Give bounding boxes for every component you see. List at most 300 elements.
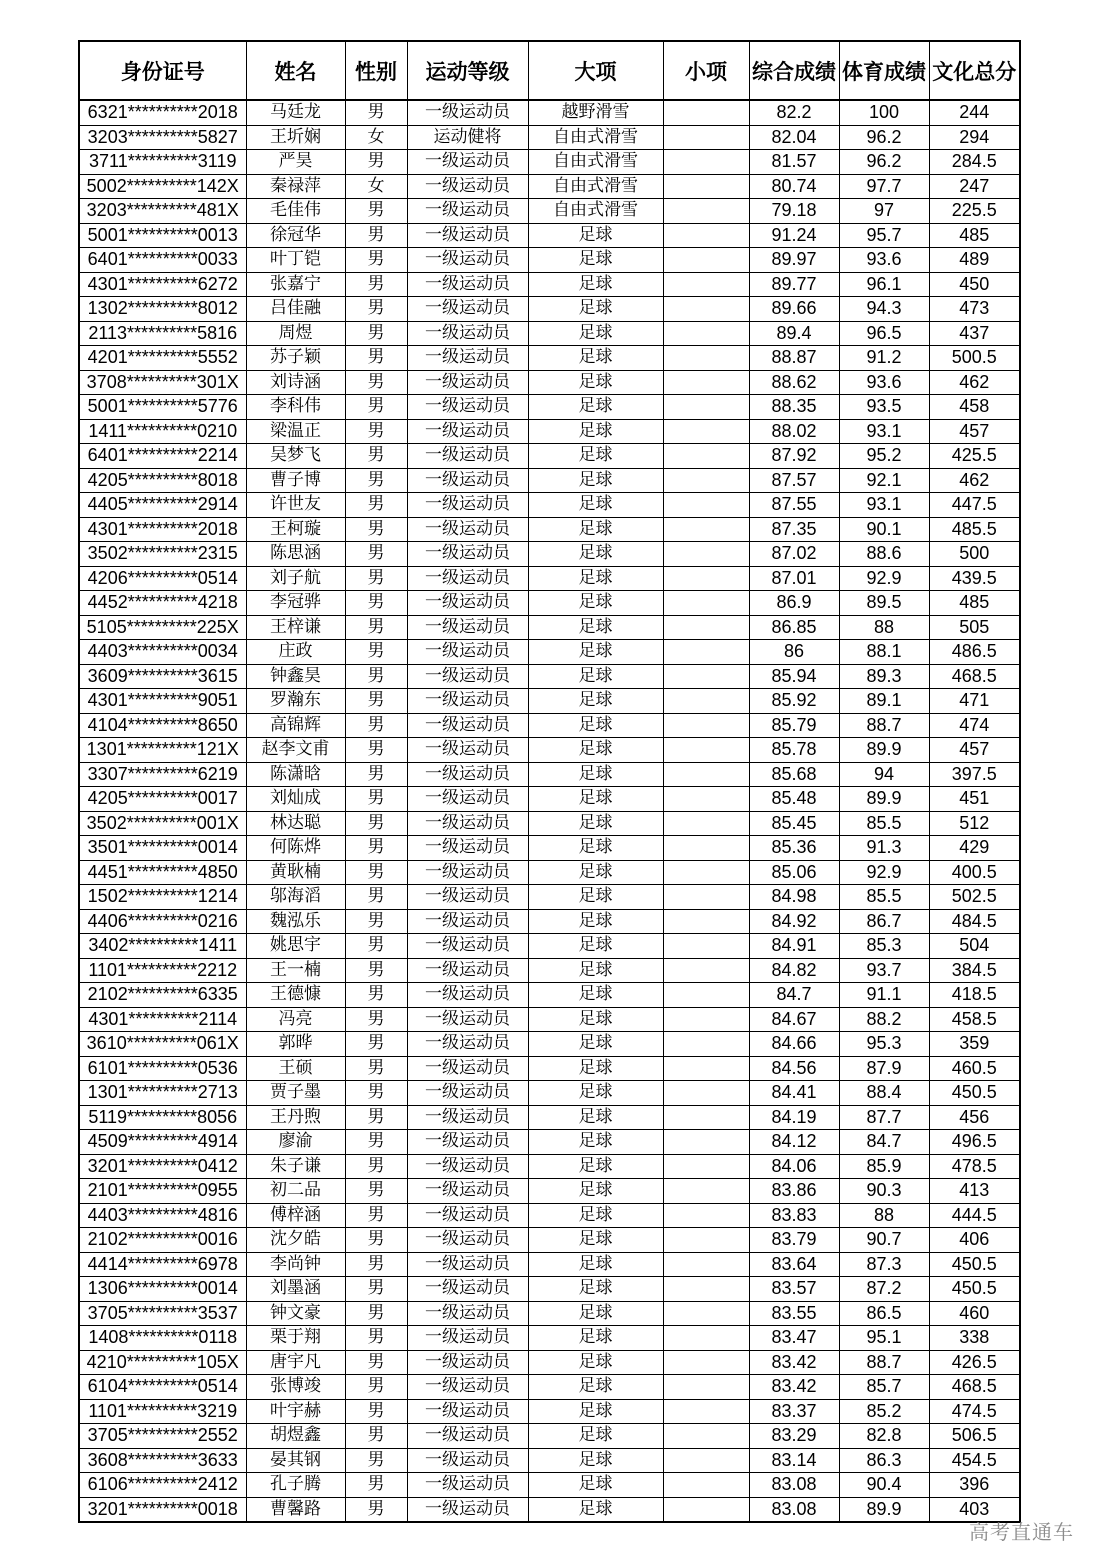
table-row (79, 346, 1020, 371)
table-row (79, 1179, 1020, 1204)
watermark-text: 高考直通车 (969, 1520, 1074, 1544)
sport-level-cell: 一级运动员 (407, 223, 528, 248)
table-row (79, 885, 1020, 910)
sport-score-cell: 87.7 (839, 1105, 929, 1130)
gender-cell: 男 (345, 787, 407, 812)
sub-event-cell (663, 885, 749, 910)
composite-score-cell: 89.4 (749, 321, 839, 346)
culture-total-cell: 506.5 (929, 1424, 1020, 1449)
sport-score-cell: 85.5 (839, 811, 929, 836)
sub-event-cell (663, 836, 749, 861)
id-number-cell: 3402**********1411 (79, 934, 246, 959)
culture-total-cell: 247 (929, 174, 1020, 199)
sport-level-cell: 运动健将 (407, 125, 528, 150)
sport-score-cell: 88.7 (839, 1350, 929, 1375)
id-number-cell: 4301**********2018 (79, 517, 246, 542)
sub-event-cell (663, 1154, 749, 1179)
sub-event-cell (663, 1203, 749, 1228)
sport-level-cell: 一级运动员 (407, 762, 528, 787)
culture-total-cell: 429 (929, 836, 1020, 861)
sport-score-cell: 85.3 (839, 934, 929, 959)
culture-total-cell: 484.5 (929, 909, 1020, 934)
culture-total-cell: 384.5 (929, 958, 1020, 983)
id-number-cell: 1301**********121X (79, 738, 246, 763)
sport-level-cell: 一级运动员 (407, 517, 528, 542)
gender-cell: 男 (345, 297, 407, 322)
name-cell: 王柯璇 (246, 517, 345, 542)
id-number-cell: 2102**********0016 (79, 1228, 246, 1253)
sub-event-cell (663, 1375, 749, 1400)
composite-score-cell: 85.48 (749, 787, 839, 812)
sport-level-cell: 一级运动员 (407, 1130, 528, 1155)
name-cell: 刘墨涵 (246, 1277, 345, 1302)
culture-total-cell: 225.5 (929, 199, 1020, 224)
table-row (79, 125, 1020, 150)
major-event-cell: 足球 (528, 346, 663, 371)
id-number-cell: 3502**********2315 (79, 542, 246, 567)
sub-event-cell (663, 1179, 749, 1204)
gender-cell: 男 (345, 150, 407, 175)
sport-level-cell: 一级运动员 (407, 640, 528, 665)
table-row (79, 1154, 1020, 1179)
gender-cell: 男 (345, 983, 407, 1008)
sub-event-cell (663, 419, 749, 444)
table-row (79, 958, 1020, 983)
id-number-cell: 2101**********0955 (79, 1179, 246, 1204)
major-event-cell: 足球 (528, 1497, 663, 1522)
id-number-cell: 6104**********0514 (79, 1375, 246, 1400)
name-cell: 钟文豪 (246, 1301, 345, 1326)
major-event-cell: 足球 (528, 1056, 663, 1081)
culture-total-cell: 338 (929, 1326, 1020, 1351)
table-row (79, 174, 1020, 199)
culture-total-cell: 418.5 (929, 983, 1020, 1008)
table-row (79, 1301, 1020, 1326)
gender-cell: 男 (345, 419, 407, 444)
sport-level-cell: 一级运动员 (407, 1179, 528, 1204)
sub-event-cell (663, 1081, 749, 1106)
composite-score-cell: 91.24 (749, 223, 839, 248)
sport-level-cell: 一级运动员 (407, 836, 528, 861)
sport-score-cell: 93.6 (839, 248, 929, 273)
major-event-cell: 足球 (528, 958, 663, 983)
gender-cell: 男 (345, 395, 407, 420)
sport-level-cell: 一级运动员 (407, 199, 528, 224)
sport-level-cell: 一级运动员 (407, 1007, 528, 1032)
culture-total-cell: 437 (929, 321, 1020, 346)
id-number-cell: 3203**********481X (79, 199, 246, 224)
composite-score-cell: 88.02 (749, 419, 839, 444)
gender-cell: 男 (345, 1032, 407, 1057)
sub-event-cell (663, 1448, 749, 1473)
sport-level-cell: 一级运动员 (407, 1350, 528, 1375)
sport-score-cell: 96.5 (839, 321, 929, 346)
gender-cell: 男 (345, 860, 407, 885)
gender-cell: 男 (345, 738, 407, 763)
table-row (79, 640, 1020, 665)
major-event-cell: 足球 (528, 640, 663, 665)
sport-level-cell: 一级运动员 (407, 958, 528, 983)
culture-total-cell: 489 (929, 248, 1020, 273)
id-number-cell: 4405**********2914 (79, 493, 246, 518)
id-number-cell: 4451**********4850 (79, 860, 246, 885)
culture-total-cell: 425.5 (929, 444, 1020, 469)
composite-score-cell: 84.19 (749, 1105, 839, 1130)
name-cell: 王丹煦 (246, 1105, 345, 1130)
sport-level-cell: 一级运动员 (407, 248, 528, 273)
table-row (79, 934, 1020, 959)
table-row (79, 811, 1020, 836)
sport-level-cell: 一级运动员 (407, 370, 528, 395)
gender-cell: 男 (345, 321, 407, 346)
gender-cell: 男 (345, 493, 407, 518)
major-event-cell: 越野滑雪 (528, 100, 663, 125)
name-cell: 钟鑫昊 (246, 664, 345, 689)
name-cell: 许世友 (246, 493, 345, 518)
culture-total-cell: 450.5 (929, 1277, 1020, 1302)
name-cell: 吴梦飞 (246, 444, 345, 469)
name-cell: 叶丁铠 (246, 248, 345, 273)
major-event-cell: 足球 (528, 689, 663, 714)
sub-event-cell (663, 860, 749, 885)
culture-total-cell: 474.5 (929, 1399, 1020, 1424)
id-number-cell: 3502**********001X (79, 811, 246, 836)
sport-score-cell: 91.2 (839, 346, 929, 371)
sport-score-cell: 97.7 (839, 174, 929, 199)
composite-score-cell: 88.35 (749, 395, 839, 420)
id-number-cell: 4205**********8018 (79, 468, 246, 493)
name-cell: 冯亮 (246, 1007, 345, 1032)
table-row (79, 860, 1020, 885)
gender-cell: 男 (345, 542, 407, 567)
header-row (79, 41, 1020, 100)
sub-event-cell (663, 150, 749, 175)
sport-level-cell: 一级运动员 (407, 444, 528, 469)
sport-score-cell: 89.1 (839, 689, 929, 714)
gender-cell: 男 (345, 1350, 407, 1375)
composite-score-cell: 83.55 (749, 1301, 839, 1326)
name-cell: 刘子航 (246, 566, 345, 591)
culture-total-cell: 512 (929, 811, 1020, 836)
sport-score-cell: 90.1 (839, 517, 929, 542)
culture-total-cell: 244 (929, 100, 1020, 125)
table-row (79, 1032, 1020, 1057)
culture-total-cell: 471 (929, 689, 1020, 714)
sport-score-cell: 88.7 (839, 713, 929, 738)
sport-level-cell: 一级运动员 (407, 1277, 528, 1302)
sport-level-cell: 一级运动员 (407, 689, 528, 714)
culture-total-cell: 294 (929, 125, 1020, 150)
major-event-cell: 自由式滑雪 (528, 199, 663, 224)
composite-score-cell: 89.97 (749, 248, 839, 273)
results-table (78, 40, 1021, 1523)
sport-score-cell: 89.9 (839, 738, 929, 763)
sport-score-cell: 93.1 (839, 493, 929, 518)
table-row (79, 395, 1020, 420)
sport-score-cell: 93.7 (839, 958, 929, 983)
sport-score-cell: 89.9 (839, 787, 929, 812)
composite-score-cell: 85.78 (749, 738, 839, 763)
id-number-cell: 4403**********4816 (79, 1203, 246, 1228)
sub-event-cell (663, 346, 749, 371)
id-number-cell: 4406**********0216 (79, 909, 246, 934)
sport-level-cell: 一级运动员 (407, 811, 528, 836)
id-number-cell: 3609**********3615 (79, 664, 246, 689)
culture-total-cell: 462 (929, 370, 1020, 395)
composite-score-cell: 83.08 (749, 1473, 839, 1498)
id-number-cell: 4205**********0017 (79, 787, 246, 812)
name-cell: 马廷龙 (246, 100, 345, 125)
name-cell: 严昊 (246, 150, 345, 175)
gender-cell: 男 (345, 615, 407, 640)
composite-score-cell: 81.57 (749, 150, 839, 175)
major-event-cell: 足球 (528, 1105, 663, 1130)
major-event-cell: 足球 (528, 738, 663, 763)
table-row (79, 1252, 1020, 1277)
id-number-cell: 2113**********5816 (79, 321, 246, 346)
sport-level-cell: 一级运动员 (407, 419, 528, 444)
gender-cell: 男 (345, 1252, 407, 1277)
id-number-cell: 4452**********4218 (79, 591, 246, 616)
sub-event-cell (663, 934, 749, 959)
sport-score-cell: 96.2 (839, 150, 929, 175)
sub-event-cell (663, 689, 749, 714)
culture-total-cell: 485 (929, 223, 1020, 248)
major-event-cell: 足球 (528, 836, 663, 861)
gender-cell: 男 (345, 1228, 407, 1253)
table-row (79, 1228, 1020, 1253)
composite-score-cell: 84.82 (749, 958, 839, 983)
composite-score-cell: 87.92 (749, 444, 839, 469)
sport-score-cell: 95.7 (839, 223, 929, 248)
name-cell: 何陈烨 (246, 836, 345, 861)
culture-total-cell: 485 (929, 591, 1020, 616)
composite-score-cell: 88.62 (749, 370, 839, 395)
gender-cell: 男 (345, 370, 407, 395)
sport-score-cell: 87.2 (839, 1277, 929, 1302)
id-number-cell: 3501**********0014 (79, 836, 246, 861)
table-row (79, 493, 1020, 518)
culture-total-cell: 284.5 (929, 150, 1020, 175)
culture-total-cell: 439.5 (929, 566, 1020, 591)
name-cell: 朱子谦 (246, 1154, 345, 1179)
gender-cell: 男 (345, 1301, 407, 1326)
sport-level-cell: 一级运动员 (407, 664, 528, 689)
culture-total-cell: 460.5 (929, 1056, 1020, 1081)
culture-total-cell: 450.5 (929, 1252, 1020, 1277)
id-number-cell: 4206**********0514 (79, 566, 246, 591)
major-event-cell: 足球 (528, 1032, 663, 1057)
sub-event-cell (663, 1326, 749, 1351)
gender-cell: 男 (345, 566, 407, 591)
composite-score-cell: 85.06 (749, 860, 839, 885)
name-cell: 陈潇晗 (246, 762, 345, 787)
composite-score-cell: 84.66 (749, 1032, 839, 1057)
major-event-cell: 足球 (528, 1277, 663, 1302)
name-cell: 郭晔 (246, 1032, 345, 1057)
sub-event-cell (663, 468, 749, 493)
name-cell: 初二品 (246, 1179, 345, 1204)
composite-score-cell: 83.14 (749, 1448, 839, 1473)
gender-cell: 男 (345, 346, 407, 371)
col-culture-total-header: 文化总分 (929, 41, 1020, 100)
name-cell: 王一楠 (246, 958, 345, 983)
sport-level-cell: 一级运动员 (407, 934, 528, 959)
sub-event-cell (663, 713, 749, 738)
name-cell: 曹子博 (246, 468, 345, 493)
composite-score-cell: 87.55 (749, 493, 839, 518)
id-number-cell: 3705**********3537 (79, 1301, 246, 1326)
culture-total-cell: 400.5 (929, 860, 1020, 885)
major-event-cell: 足球 (528, 762, 663, 787)
name-cell: 徐冠华 (246, 223, 345, 248)
sport-score-cell: 89.3 (839, 664, 929, 689)
id-number-cell: 4104**********8650 (79, 713, 246, 738)
sport-score-cell: 97 (839, 199, 929, 224)
sport-level-cell: 一级运动员 (407, 1448, 528, 1473)
gender-cell: 男 (345, 272, 407, 297)
gender-cell: 男 (345, 1056, 407, 1081)
sport-level-cell: 一级运动员 (407, 468, 528, 493)
table-row (79, 1497, 1020, 1522)
sport-level-cell: 一级运动员 (407, 1424, 528, 1449)
major-event-cell: 足球 (528, 468, 663, 493)
sport-level-cell: 一级运动员 (407, 909, 528, 934)
sport-score-cell: 88.1 (839, 640, 929, 665)
table-row (79, 444, 1020, 469)
major-event-cell: 足球 (528, 1203, 663, 1228)
composite-score-cell: 84.12 (749, 1130, 839, 1155)
culture-total-cell: 485.5 (929, 517, 1020, 542)
culture-total-cell: 478.5 (929, 1154, 1020, 1179)
culture-total-cell: 473 (929, 297, 1020, 322)
composite-score-cell: 89.77 (749, 272, 839, 297)
gender-cell: 男 (345, 1154, 407, 1179)
major-event-cell: 足球 (528, 321, 663, 346)
major-event-cell: 足球 (528, 517, 663, 542)
id-number-cell: 1502**********1214 (79, 885, 246, 910)
sport-score-cell: 89.9 (839, 1497, 929, 1522)
major-event-cell: 足球 (528, 1130, 663, 1155)
major-event-cell: 足球 (528, 615, 663, 640)
culture-total-cell: 450.5 (929, 1081, 1020, 1106)
major-event-cell: 足球 (528, 787, 663, 812)
sub-event-cell (663, 1032, 749, 1057)
sport-score-cell: 96.2 (839, 125, 929, 150)
sport-score-cell: 88 (839, 1203, 929, 1228)
table-row (79, 100, 1020, 125)
table-row (79, 787, 1020, 812)
sub-event-cell (663, 297, 749, 322)
sport-score-cell: 88.4 (839, 1081, 929, 1106)
id-number-cell: 6106**********2412 (79, 1473, 246, 1498)
composite-score-cell: 82.2 (749, 100, 839, 125)
sport-score-cell: 85.9 (839, 1154, 929, 1179)
composite-score-cell: 80.74 (749, 174, 839, 199)
culture-total-cell: 460 (929, 1301, 1020, 1326)
id-number-cell: 3610**********061X (79, 1032, 246, 1057)
culture-total-cell: 500 (929, 542, 1020, 567)
sub-event-cell (663, 100, 749, 125)
id-number-cell: 1408**********0118 (79, 1326, 246, 1351)
id-number-cell: 6321**********2018 (79, 100, 246, 125)
sport-level-cell: 一级运动员 (407, 1497, 528, 1522)
name-cell: 毛佳伟 (246, 199, 345, 224)
composite-score-cell: 83.37 (749, 1399, 839, 1424)
sport-level-cell: 一级运动员 (407, 1056, 528, 1081)
table-row (79, 321, 1020, 346)
col-major-event-header: 大项 (528, 41, 663, 100)
table-row (79, 615, 1020, 640)
sport-level-cell: 一级运动员 (407, 591, 528, 616)
table-row (79, 1424, 1020, 1449)
table-row (79, 468, 1020, 493)
sub-event-cell (663, 983, 749, 1008)
id-number-cell: 3705**********2552 (79, 1424, 246, 1449)
culture-total-cell: 444.5 (929, 1203, 1020, 1228)
sport-level-cell: 一级运动员 (407, 1473, 528, 1498)
sport-level-cell: 一级运动员 (407, 321, 528, 346)
gender-cell: 女 (345, 125, 407, 150)
gender-cell: 男 (345, 1203, 407, 1228)
id-number-cell: 4301**********2114 (79, 1007, 246, 1032)
sub-event-cell (663, 125, 749, 150)
culture-total-cell: 397.5 (929, 762, 1020, 787)
sport-score-cell: 86.5 (839, 1301, 929, 1326)
sport-level-cell: 一级运动员 (407, 150, 528, 175)
culture-total-cell: 504 (929, 934, 1020, 959)
table-row (79, 1130, 1020, 1155)
id-number-cell: 5001**********0013 (79, 223, 246, 248)
sport-level-cell: 一级运动员 (407, 100, 528, 125)
table-row (79, 713, 1020, 738)
gender-cell: 男 (345, 1399, 407, 1424)
name-cell: 刘灿成 (246, 787, 345, 812)
gender-cell: 男 (345, 1473, 407, 1498)
sub-event-cell (663, 1301, 749, 1326)
sport-score-cell: 92.1 (839, 468, 929, 493)
gender-cell: 男 (345, 1448, 407, 1473)
sport-score-cell: 91.1 (839, 983, 929, 1008)
major-event-cell: 足球 (528, 934, 663, 959)
sub-event-cell (663, 542, 749, 567)
sport-level-cell: 一级运动员 (407, 395, 528, 420)
name-cell: 刘诗涵 (246, 370, 345, 395)
sub-event-cell (663, 493, 749, 518)
major-event-cell: 自由式滑雪 (528, 150, 663, 175)
culture-total-cell: 426.5 (929, 1350, 1020, 1375)
sub-event-cell (663, 1473, 749, 1498)
name-cell: 邬海滔 (246, 885, 345, 910)
name-cell: 高锦辉 (246, 713, 345, 738)
name-cell: 唐宇凡 (246, 1350, 345, 1375)
gender-cell: 男 (345, 100, 407, 125)
major-event-cell: 足球 (528, 1252, 663, 1277)
gender-cell: 男 (345, 468, 407, 493)
gender-cell: 男 (345, 248, 407, 273)
gender-cell: 男 (345, 199, 407, 224)
culture-total-cell: 505 (929, 615, 1020, 640)
gender-cell: 男 (345, 1497, 407, 1522)
table-row (79, 1473, 1020, 1498)
id-number-cell: 6101**********0536 (79, 1056, 246, 1081)
sport-level-cell: 一级运动员 (407, 297, 528, 322)
sub-event-cell (663, 1105, 749, 1130)
sub-event-cell (663, 591, 749, 616)
composite-score-cell: 89.66 (749, 297, 839, 322)
gender-cell: 男 (345, 1277, 407, 1302)
name-cell: 李科伟 (246, 395, 345, 420)
